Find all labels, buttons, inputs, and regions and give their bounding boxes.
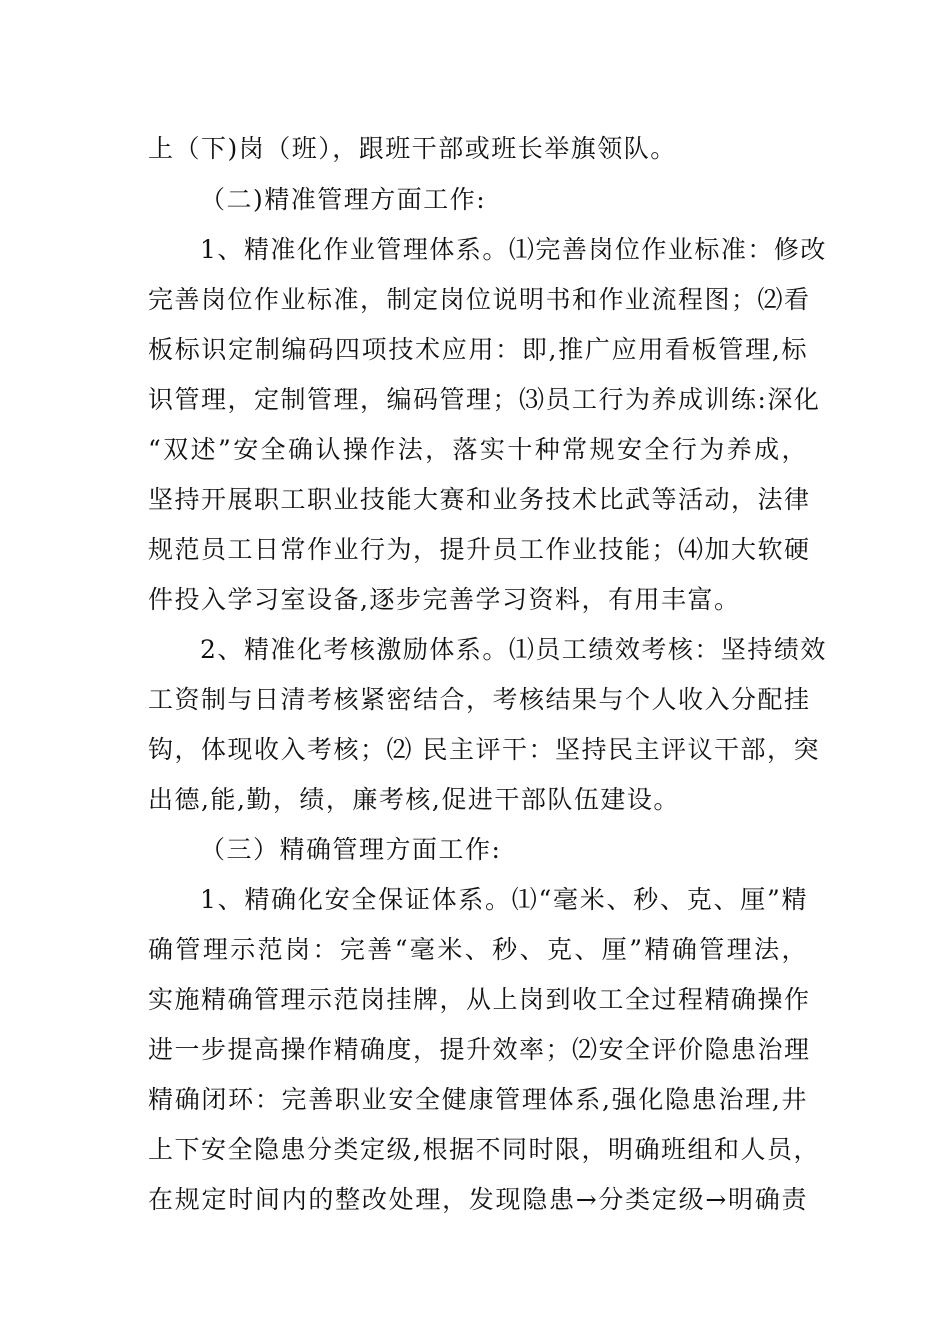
text-line: 进一步提高操作精确度，提升效率；⑵安全评价隐患治理 [148, 1035, 811, 1064]
text-line: 识管理，定制管理，编码管理；⑶员工行为养成训练:深化 [148, 385, 821, 414]
text-line: 工资制与日清考核紧密结合，考核结果与个人收入分配挂 [148, 685, 811, 714]
text-line: 1、精准化作业管理体系。⑴完善岗位作业标准：修改 [200, 235, 827, 264]
text-line: 规范员工日常作业行为，提升员工作业技能；⑷加大软硬 [148, 535, 811, 564]
text-line: 件投入学习室设备,逐步完善学习资料，有用丰富。 [148, 585, 741, 614]
text-line: 1、精确化安全保证体系。⑴“毫米、秒、克、厘”精 [200, 885, 808, 914]
text-line: 完善岗位作业标准，制定岗位说明书和作业流程图；⑵看 [148, 285, 811, 314]
text-line: 确管理示范岗：完善“毫米、秒、克、厘”精确管理法， [148, 935, 808, 964]
text-line: 实施精确管理示范岗挂牌，从上岗到收工全过程精确操作 [148, 985, 811, 1014]
text-line: 在规定时间内的整改处理，发现隐患→分类定级→明确责 [148, 1185, 808, 1214]
text-line: “双述”安全确认操作法，落实十种常规安全行为养成， [148, 435, 808, 464]
text-line: 上（下)岗（班），跟班干部或班长举旗领队。 [148, 134, 677, 163]
text-line: 板标识定制编码四项技术应用：即,推广应用看板管理,标 [148, 335, 808, 364]
section-heading: （二)精准管理方面工作: [200, 185, 487, 214]
text-line: 上下安全隐患分类定级,根据不同时限，明确班组和人员， [148, 1135, 820, 1164]
text-line: 2、精准化考核激励体系。⑴员工绩效考核：坚持绩效 [200, 635, 827, 664]
text-line: 精确闭环：完善职业安全健康管理体系,强化隐患治理,井 [148, 1085, 808, 1114]
text-line: 钩，体现收入考核；⑵ 民主评干：坚持民主评议干部，突 [148, 735, 820, 764]
text-line: 出德,能,勤，绩，廉考核,促进干部队伍建设。 [148, 785, 680, 814]
section-heading: （三）精确管理方面工作: [200, 835, 502, 864]
text-line: 坚持开展职工职业技能大赛和业务技术比武等活动，法律 [148, 485, 811, 514]
